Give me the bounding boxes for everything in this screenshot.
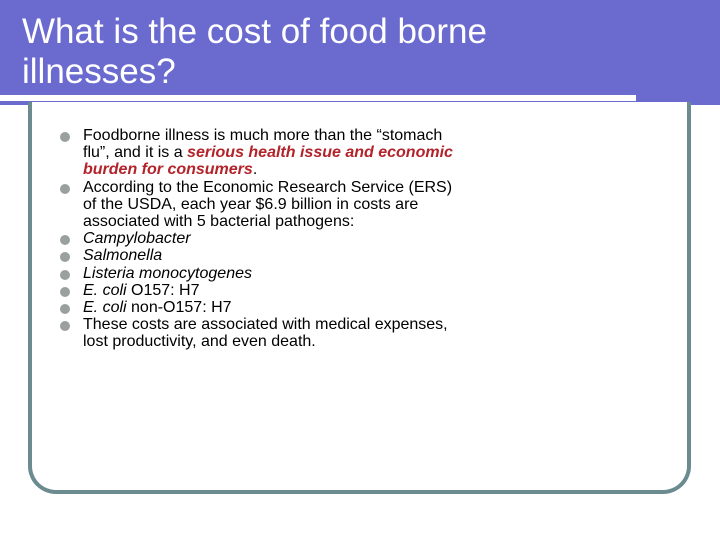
bullet-item-4 bbox=[60, 247, 460, 264]
bullet-1-text: Foodborne illness is much more than the “stomach flu”, and it is a bbox=[83, 127, 443, 162]
bullet-icon bbox=[60, 235, 70, 245]
bullet-item-3 bbox=[60, 230, 460, 247]
title-underline bbox=[0, 95, 636, 101]
bullet-item-7 bbox=[60, 299, 460, 316]
bullet-item-6 bbox=[60, 282, 460, 299]
slide-title bbox=[22, 12, 662, 92]
bullet-5-text: Listeria monocytogenes bbox=[83, 264, 252, 282]
title-line-2: illnesses? bbox=[22, 52, 176, 91]
bullet-icon bbox=[60, 132, 70, 142]
bullet-7-em: E. coli bbox=[83, 299, 127, 317]
bullet-item-8 bbox=[60, 316, 460, 350]
bullet-4-text: Salmonella bbox=[83, 247, 163, 265]
bullet-item-1 bbox=[60, 127, 460, 179]
bullet-icon bbox=[60, 321, 70, 331]
title-line-1: What is the cost of food borne bbox=[22, 12, 487, 51]
bullet-icon bbox=[60, 304, 70, 314]
bullet-6-rest: O157: H7 bbox=[126, 281, 200, 299]
bullet-icon bbox=[60, 287, 70, 297]
bullet-6-em: E. coli bbox=[83, 281, 127, 299]
bullet-1-highlight: serious health issue and economic burden for consumers bbox=[83, 144, 453, 179]
bullet-1-end: . bbox=[252, 161, 258, 179]
bullet-item-2 bbox=[60, 179, 460, 231]
bullet-icon bbox=[60, 270, 70, 280]
bullet-list bbox=[60, 127, 460, 351]
bullet-item-5 bbox=[60, 265, 460, 282]
title-bar-corner bbox=[690, 12, 720, 105]
bullet-icon bbox=[60, 184, 70, 194]
bullet-icon bbox=[60, 252, 70, 262]
bullet-3-text: Campylobacter bbox=[83, 230, 191, 248]
bullet-8-text: These costs are associated with medical expenses, lost productivity, and even death. bbox=[83, 316, 448, 351]
bullet-2-text: According to the Economic Research Service (ERS) of the USDA, each year $6.9 billion in costs are associated with 5 bacterial pathogens: bbox=[83, 178, 453, 231]
bullet-7-rest: non-O157: H7 bbox=[126, 299, 232, 317]
